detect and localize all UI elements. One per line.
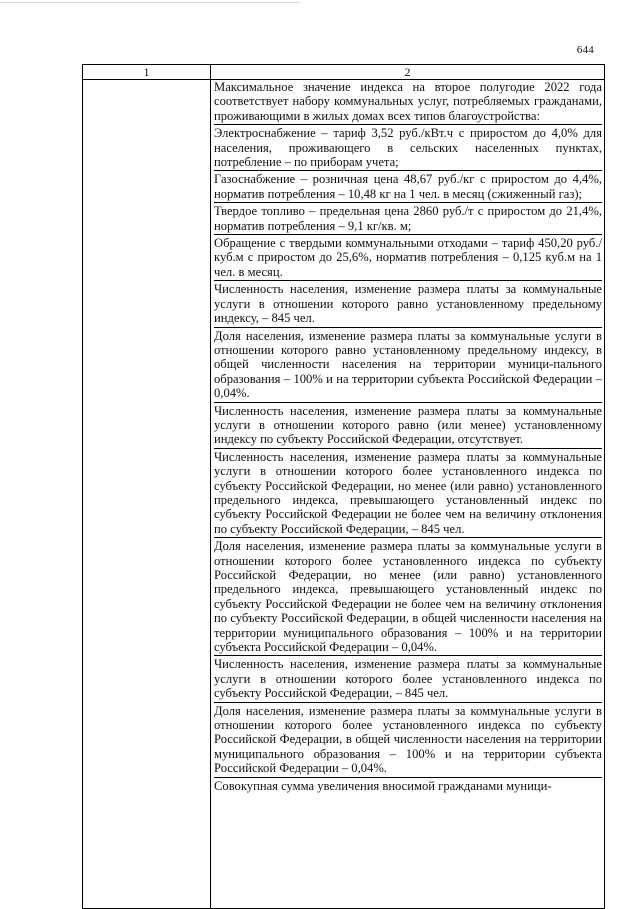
paragraph-population-between: Численность населения, изменение размера платы за коммунальные услуги в отношении которого более установленного индекса по субъекту Российской Федерации, но менее (или равно) установленного предельного индекса, превышающего установленный индекс по субъекту Российской Федерации не более чем на величину отклонения по субъекту Российской Федерации, – 845 чел. — [214, 450, 602, 538]
table-header-row — [83, 65, 605, 80]
paragraph-gas: Газоснабжение – розничная цена 48,67 руб./кг с приростом до 4,4%, норматив потребления – 10,48 кг на 1 чел. в месяц (сжиженный газ); — [214, 172, 602, 203]
paragraph-waste: Обращение с твердыми коммунальными отходами – тариф 450,20 руб./куб.м с приростом до 25,6%, норматив потребления – 0,125 куб.м на 1 чел. в месяц. — [214, 236, 602, 281]
paragraph-solid-fuel: Твердое топливо – предельная цена 2860 руб./т с приростом до 21,4%, норматив потребления – 9,1 кг/кв. м; — [214, 204, 602, 235]
page-number: 644 — [576, 44, 594, 56]
content-cell — [211, 80, 605, 909]
paragraph-share-more: Доля населения, изменение размера платы за коммунальные услуги в отношении которого более установленного индекса по субъекту Российской Федерации, в общей численности населения на территории муниципального образования – 100% и на территории субъекта Российской Федерации – 0,04%. — [214, 704, 602, 778]
column-header-2: 2 — [211, 65, 605, 80]
paragraph-index-intro: Максимальное значение индекса на второе полугодие 2022 года соответствует набору коммунальных услуг, потребляемых гражданами, проживающими в жилых домах всех типов благоустройства: — [214, 80, 602, 125]
empty-left-cell — [83, 80, 211, 909]
paragraph-population-more: Численность населения, изменение размера платы за коммунальные услуги в отношении которого более установленного индекса по субъекту Российской Федерации, – 845 чел. — [214, 657, 602, 702]
document-table — [82, 64, 605, 909]
paragraph-population-less: Численность населения, изменение размера платы за коммунальные услуги в отношении которого равно (или менее) установленному индексу по субъекту Российской Федерации, отсутствует. — [214, 404, 602, 449]
table-row — [83, 80, 605, 909]
scan-edge-line — [0, 2, 300, 3]
paragraph-share-between: Доля населения, изменение размера платы за коммунальные услуги в отношении которого более установленного индекса по субъекту Российской Федерации, но менее (или равно) установленного предельного индекса, превышающего установленный индекс по субъекту Российской Федерации не более чем на величину отклонения по субъекту Российской Федерации, в общей численности населения на территории муниципального образования – 100% и на территории субъекта Российской Федерации – 0,04%. — [214, 539, 602, 656]
paragraph-share-equal: Доля населения, изменение размера платы за коммунальные услуги в отношении которого равно установленному предельному индексу, в общей численности населения на территории муници-пального образования – 100% и на территории субъекта Российской Федерации – 0,04%. — [214, 329, 602, 403]
paragraph-population-equal: Численность населения, изменение размера платы за коммунальные услуги в отношении которого равно установленному предельному индексу, – 845 чел. — [214, 282, 602, 327]
paragraph-total-sum: Совокупная сумма увеличения вносимой гражданами муници- — [214, 778, 552, 793]
paragraph-electricity: Электроснабжение – тариф 3,52 руб./кВт.ч с приростом до 4,0% для населения, проживающего в сельских населенных пунктах, потребление – по приборам учета; — [214, 126, 602, 171]
column-header-1: 1 — [83, 65, 211, 80]
